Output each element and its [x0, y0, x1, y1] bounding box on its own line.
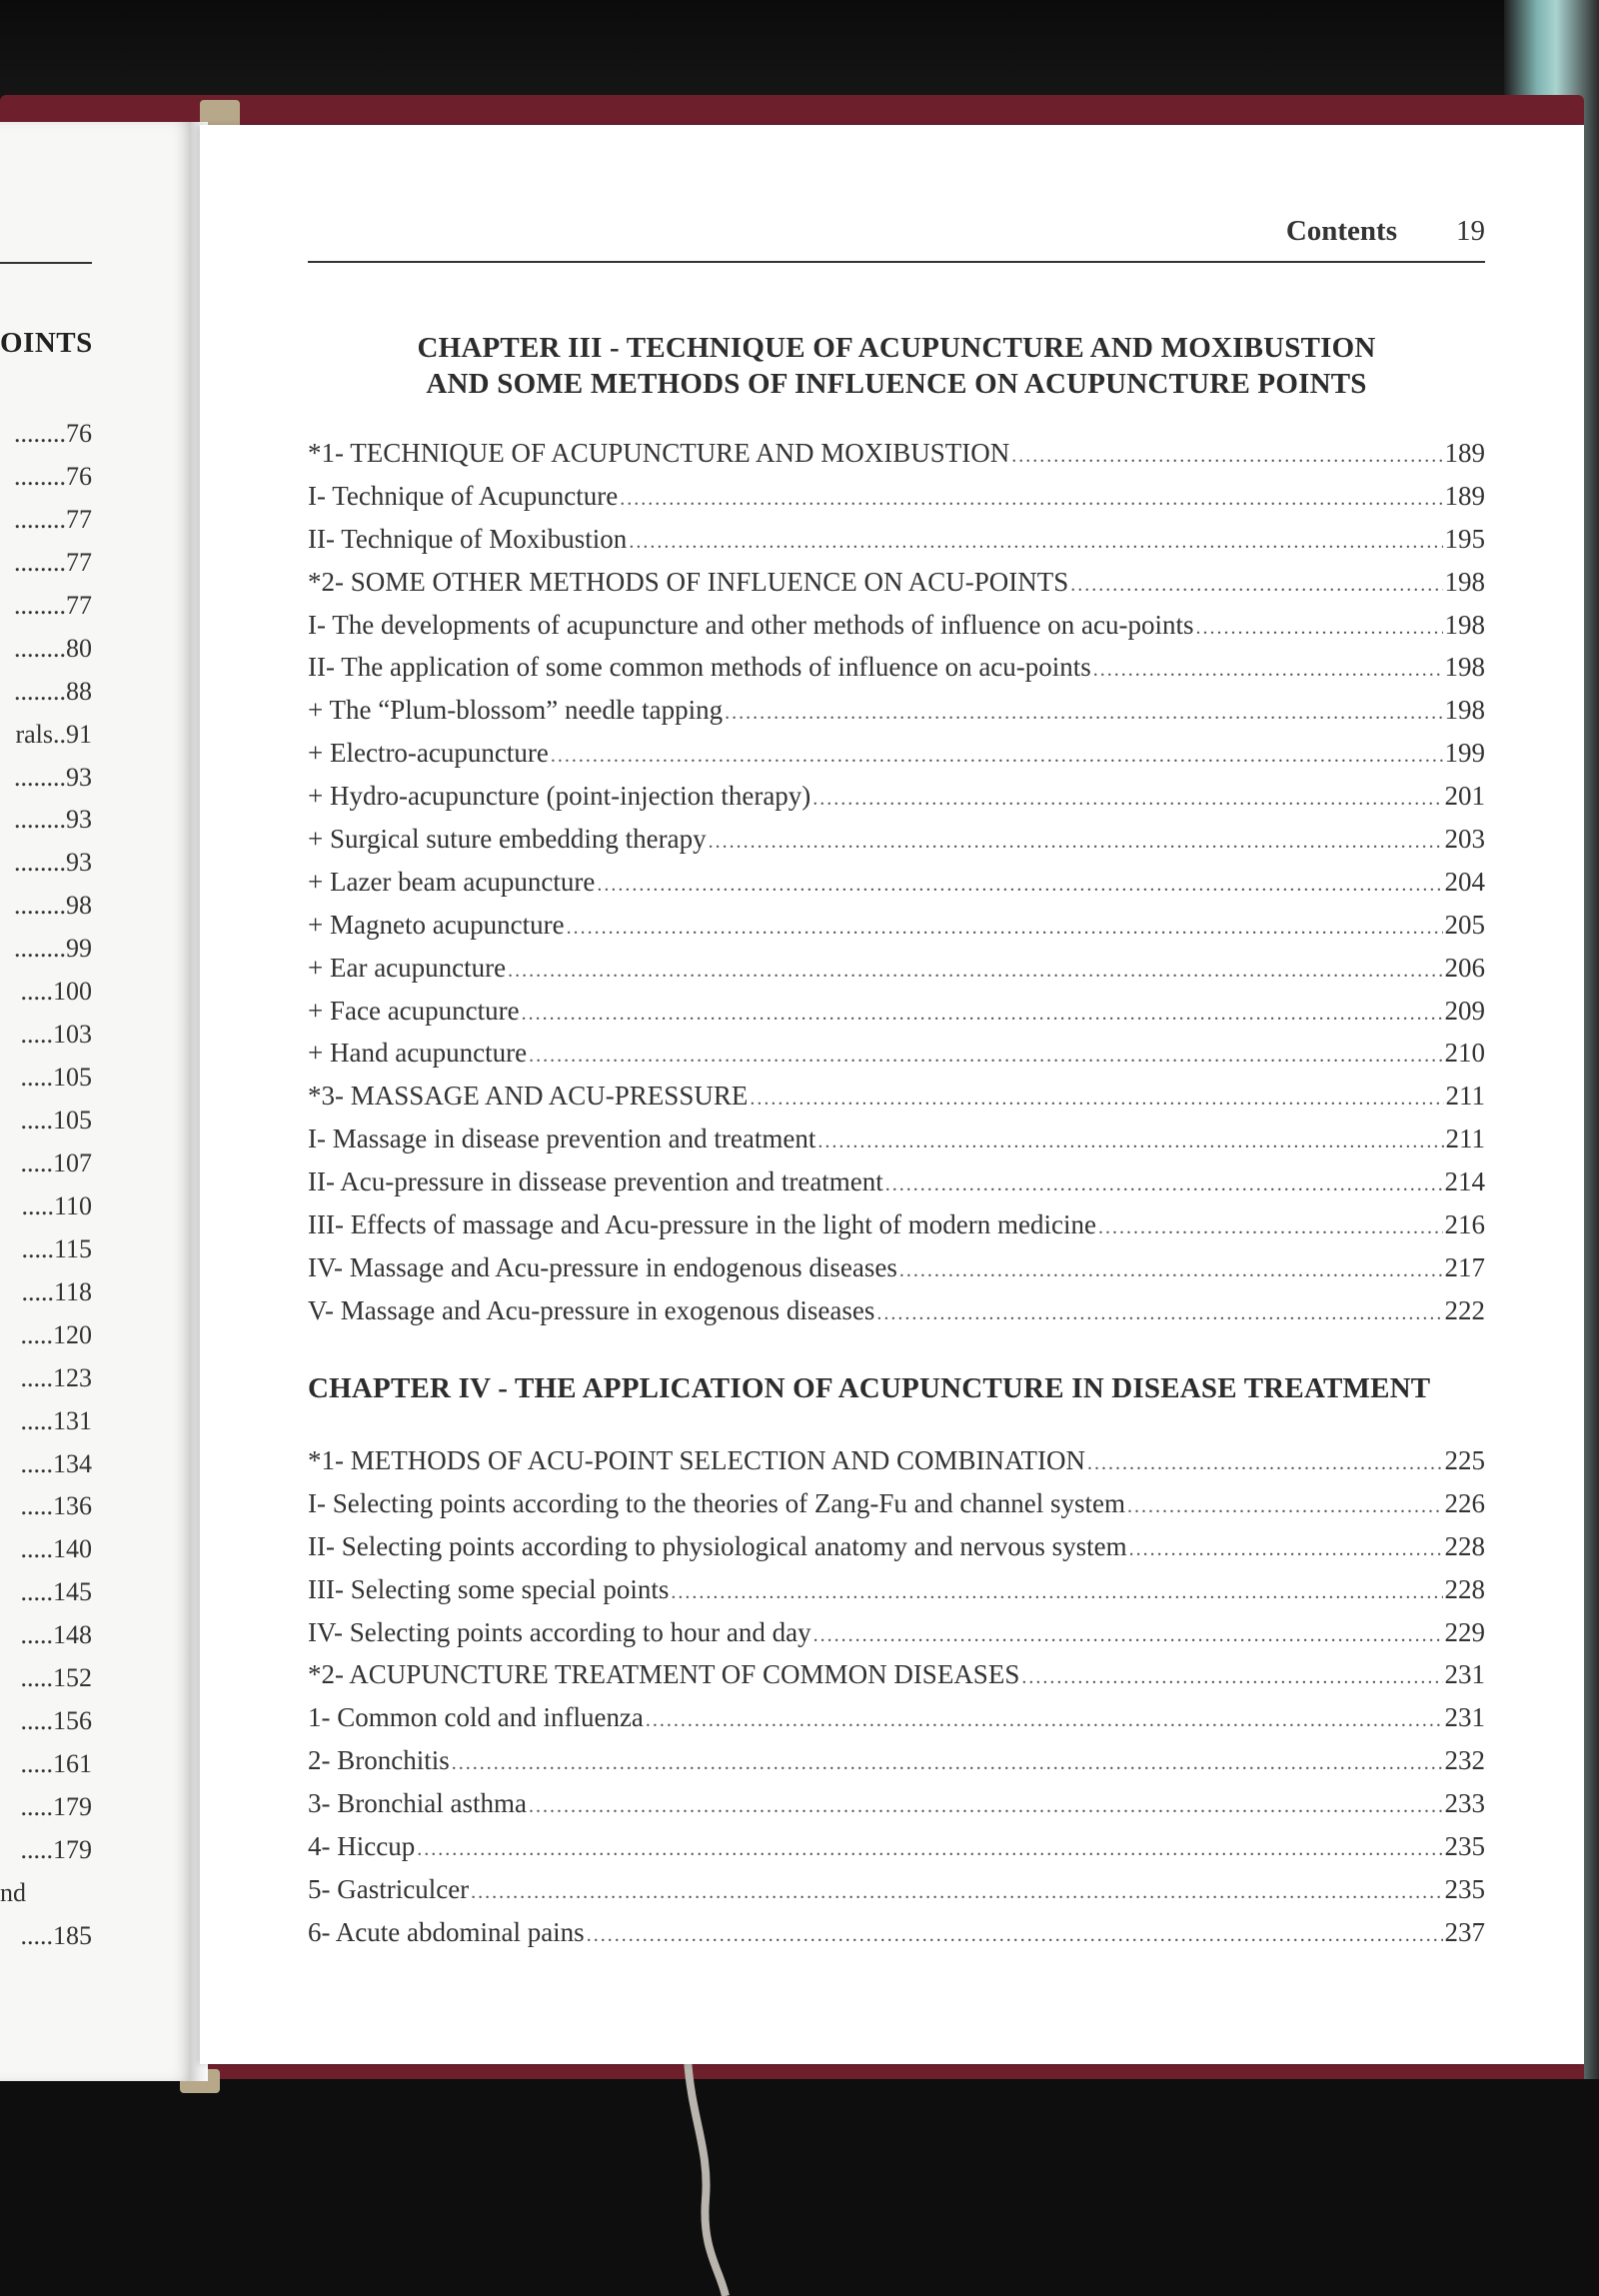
toc-entry-label: I- The developments of acupuncture and other methods of influence on acu-points — [308, 609, 1194, 640]
toc-leader-dots — [1129, 1528, 1443, 1571]
toc-entry-label: *2- SOME OTHER METHODS OF INFLUENCE ON ACU-POINTS — [308, 566, 1069, 597]
toc-entry — [308, 561, 1485, 604]
toc-entry-label: + The “Plum-blossom” needle tapping — [308, 695, 724, 726]
chapter3-toc — [308, 432, 1485, 1332]
left-page-entry-fragment: ........76 — [14, 461, 92, 491]
toc-entry-label: IV- Massage and Acu-pressure in endogenous diseases — [308, 1251, 897, 1282]
toc-entry-label: III- Selecting some special points — [308, 1573, 670, 1604]
toc-entry-label: I- Massage in disease prevention and treatment — [308, 1124, 816, 1154]
toc-entry-page: 233 — [1444, 1788, 1485, 1819]
toc-leader-dots — [671, 1571, 1442, 1614]
toc-entry-page: 198 — [1444, 652, 1485, 683]
toc-entry-label: *1- METHODS OF ACU-POINT SELECTION AND COMBINATION — [308, 1445, 1086, 1475]
toc-entry-label: + Surgical suture embedding therapy — [308, 824, 707, 855]
toc-entry-page: 231 — [1444, 1659, 1485, 1690]
toc-entry-page: 235 — [1444, 1873, 1485, 1904]
toc-entry-page: 237 — [1444, 1916, 1485, 1947]
toc-leader-dots — [709, 821, 1443, 864]
toc-entry-page: 189 — [1444, 480, 1485, 511]
left-page-entry-fragment: ........77 — [14, 590, 92, 620]
toc-entry-label: + Ear acupuncture — [308, 952, 507, 983]
toc-entry — [308, 475, 1485, 518]
toc-entry — [308, 904, 1485, 947]
toc-leader-dots — [417, 1828, 1442, 1871]
left-page-entry-fragment: nd — [0, 1877, 26, 1907]
toc-entry-page: 229 — [1444, 1616, 1485, 1647]
toc-leader-dots — [817, 1121, 1443, 1163]
toc-entry-label: *2- ACUPUNCTURE TREATMENT OF COMMON DISEASES — [308, 1659, 1020, 1690]
left-page-rule — [0, 262, 92, 264]
left-page — [0, 122, 195, 2081]
left-page-entry-fragment: .....131 — [20, 1405, 92, 1435]
left-page-entry-fragment: .....100 — [20, 977, 92, 1007]
toc-entry-page: 199 — [1444, 738, 1485, 769]
left-page-entry-fragment: .....123 — [20, 1362, 92, 1392]
left-page-entry-fragment: .....134 — [20, 1448, 92, 1478]
toc-leader-dots — [1087, 1442, 1442, 1485]
left-page-entry-fragment: .....118 — [21, 1276, 92, 1306]
toc-entry — [308, 432, 1485, 475]
toc-entry — [308, 1203, 1485, 1246]
chapter3-title-line1: CHAPTER III - TECHNIQUE OF ACUPUNCTURE AND MOXIBUSTION — [417, 332, 1376, 364]
toc-entry-label: + Hand acupuncture — [308, 1038, 528, 1069]
left-page-entry-fragment: .....156 — [20, 1706, 92, 1736]
toc-entry-label: *1- TECHNIQUE OF ACUPUNCTURE AND MOXIBUSTION — [308, 438, 1010, 468]
left-page-entry-fragment: ........77 — [14, 504, 92, 534]
toc-entry-page: 217 — [1444, 1251, 1485, 1282]
toc-entry — [308, 775, 1485, 818]
toc-leader-dots — [1093, 649, 1443, 692]
toc-entry — [308, 1911, 1485, 1954]
toc-entry-label: 4- Hiccup — [308, 1831, 416, 1862]
toc-entry-page: 211 — [1445, 1081, 1485, 1112]
left-page-entry-fragment: rals..91 — [15, 719, 92, 749]
toc-entry-page: 203 — [1444, 824, 1485, 855]
toc-entry — [308, 1439, 1485, 1482]
toc-leader-dots — [529, 1785, 1443, 1828]
chapter3-title-line2: AND SOME METHODS OF INFLUENCE ON ACUPUNCTURE POINTS — [426, 368, 1367, 400]
toc-entry-page: 211 — [1445, 1124, 1485, 1154]
toc-entry — [308, 1739, 1485, 1782]
toc-entry-label: + Magneto acupuncture — [308, 909, 565, 940]
bookmark-ribbon — [680, 2059, 740, 2296]
left-page-entry-fragment: .....105 — [20, 1063, 92, 1093]
toc-entry — [308, 1032, 1485, 1075]
toc-entry-page: 198 — [1444, 566, 1485, 597]
toc-entry — [308, 1825, 1485, 1868]
toc-entry — [308, 1246, 1485, 1289]
left-page-entry-fragment: ........80 — [14, 633, 92, 663]
left-page-entry-fragment: ........88 — [14, 676, 92, 706]
toc-entry-page: 209 — [1444, 995, 1485, 1026]
toc-leader-dots — [750, 1078, 1443, 1121]
toc-entry-page: 228 — [1444, 1573, 1485, 1604]
toc-entry-page: 232 — [1444, 1745, 1485, 1776]
toc-leader-dots — [1070, 564, 1442, 607]
toc-entry-page: 228 — [1444, 1530, 1485, 1561]
toc-entry-page: 189 — [1444, 438, 1485, 468]
toc-entry — [308, 1611, 1485, 1654]
left-page-entry-fragment: .....161 — [20, 1749, 92, 1779]
chapter4-title: CHAPTER IV - THE APPLICATION OF ACUPUNCTURE IN DISEASE TREATMENT — [308, 1372, 1431, 1404]
toc-entry-label: II- The application of some common methods of influence on acu-points — [308, 652, 1091, 683]
toc-entry-label: 5- Gastriculcer — [308, 1873, 470, 1904]
left-page-entry-fragment: ........99 — [14, 934, 92, 964]
toc-entry-page: 195 — [1444, 523, 1485, 554]
toc-entry-label: II- Selecting points according to physiological anatomy and nervous system — [308, 1530, 1127, 1561]
toc-entry — [308, 1653, 1485, 1696]
chapter4-toc — [308, 1439, 1485, 1954]
toc-entry — [308, 1482, 1485, 1525]
toc-leader-dots — [522, 993, 1443, 1036]
toc-leader-dots — [620, 478, 1442, 521]
toc-entry — [308, 1118, 1485, 1160]
left-page-entry-fragment: .....136 — [20, 1491, 92, 1521]
toc-leader-dots — [812, 778, 1442, 821]
toc-entry-label: III- Effects of massage and Acu-pressure in the light of modern medicine — [308, 1209, 1096, 1240]
toc-entry-page: 231 — [1444, 1702, 1485, 1733]
left-page-entry-fragment: .....140 — [20, 1534, 92, 1564]
toc-entry — [308, 1782, 1485, 1825]
header-title: Contents — [1285, 215, 1397, 247]
toc-leader-dots — [1011, 435, 1442, 478]
toc-entry-label: + Electro-acupuncture — [308, 738, 549, 769]
left-page-entry-fragment: .....145 — [20, 1577, 92, 1607]
toc-leader-dots — [1021, 1656, 1442, 1699]
toc-entry-page: 204 — [1444, 866, 1485, 897]
toc-entry-page: 210 — [1444, 1038, 1485, 1069]
toc-leader-dots — [725, 692, 1442, 735]
left-page-entry-fragment: ........93 — [14, 805, 92, 835]
background-bottom — [0, 2079, 1599, 2296]
toc-leader-dots — [813, 1614, 1443, 1657]
toc-entry-label: 1- Common cold and influenza — [308, 1702, 644, 1733]
toc-entry — [308, 1696, 1485, 1739]
toc-leader-dots — [551, 735, 1443, 778]
toc-entry — [308, 1075, 1485, 1118]
toc-entry-page: 235 — [1444, 1831, 1485, 1862]
toc-entry-page: 206 — [1444, 952, 1485, 983]
toc-entry-label: 2- Bronchitis — [308, 1745, 450, 1776]
toc-entry — [308, 1868, 1485, 1911]
toc-leader-dots — [899, 1249, 1443, 1292]
toc-entry-label: *3- MASSAGE AND ACU-PRESSURE — [308, 1081, 749, 1112]
toc-entry — [308, 1289, 1485, 1332]
left-page-heading: OINTS — [0, 327, 93, 359]
toc-entry-page: 216 — [1444, 1209, 1485, 1240]
toc-entry-label: I- Selecting points according to the theories of Zang-Fu and channel system — [308, 1487, 1126, 1518]
toc-entry-page: 222 — [1444, 1294, 1485, 1325]
toc-leader-dots — [876, 1292, 1442, 1335]
toc-entry — [308, 604, 1485, 647]
toc-entry-page: 214 — [1444, 1166, 1485, 1197]
toc-leader-dots — [1127, 1485, 1442, 1528]
left-page-list — [0, 413, 92, 1958]
toc-entry — [308, 689, 1485, 732]
toc-leader-dots — [471, 1871, 1442, 1914]
toc-leader-dots — [1195, 607, 1442, 650]
toc-entry-label: 3- Bronchial asthma — [308, 1788, 527, 1819]
header-page-number: 19 — [1456, 215, 1485, 247]
toc-entry-label: + Face acupuncture — [308, 995, 520, 1026]
toc-leader-dots — [508, 950, 1442, 993]
left-page-entry-fragment: .....152 — [20, 1663, 92, 1693]
toc-entry-label: 6- Acute abdominal pains — [308, 1916, 585, 1947]
toc-leader-dots — [567, 907, 1443, 950]
left-page-entry-fragment: .....185 — [20, 1920, 92, 1950]
toc-entry-label: + Lazer beam acupuncture — [308, 866, 596, 897]
left-page-entry-fragment: ........77 — [14, 547, 92, 577]
toc-entry — [308, 990, 1485, 1033]
left-page-entry-fragment: .....115 — [21, 1233, 92, 1263]
toc-leader-dots — [1098, 1206, 1443, 1249]
toc-entry-page: 198 — [1444, 609, 1485, 640]
toc-entry-label: IV- Selecting points according to hour and day — [308, 1616, 811, 1647]
toc-entry — [308, 861, 1485, 904]
toc-entry-page: 225 — [1444, 1445, 1485, 1475]
left-page-entry-fragment: .....105 — [20, 1106, 92, 1135]
left-page-entry-fragment: ........98 — [14, 891, 92, 921]
toc-entry-label: + Hydro-acupuncture (point-injection therapy) — [308, 781, 811, 812]
toc-entry — [308, 732, 1485, 775]
toc-entry-page: 198 — [1444, 695, 1485, 726]
toc-entry-page: 205 — [1444, 909, 1485, 940]
header-rule — [308, 261, 1485, 263]
toc-entry-page: 201 — [1444, 781, 1485, 812]
toc-leader-dots — [646, 1699, 1443, 1742]
left-page-entry-fragment: .....148 — [20, 1620, 92, 1650]
toc-leader-dots — [529, 1035, 1442, 1078]
left-page-entry-fragment: .....103 — [20, 1020, 92, 1050]
page-header — [308, 215, 1485, 263]
toc-leader-dots — [587, 1914, 1443, 1957]
toc-entry — [308, 818, 1485, 861]
left-page-entry-fragment: ........93 — [14, 762, 92, 792]
toc-entry-label: V- Massage and Acu-pressure in exogenous diseases — [308, 1294, 875, 1325]
left-page-entry-fragment: ........76 — [14, 419, 92, 448]
left-page-entry-fragment: .....110 — [21, 1190, 92, 1220]
toc-leader-dots — [452, 1742, 1443, 1785]
left-page-entry-fragment: .....107 — [20, 1148, 92, 1177]
toc-entry — [308, 646, 1485, 689]
toc-leader-dots — [885, 1163, 1443, 1206]
toc-entry-label: I- Technique of Acupuncture — [308, 480, 619, 511]
toc-entry-label: II- Technique of Moxibustion — [308, 523, 628, 554]
toc-entry — [308, 947, 1485, 990]
toc-entry — [308, 1525, 1485, 1568]
left-page-entry-fragment: .....120 — [20, 1319, 92, 1349]
left-page-entry-fragment: ........93 — [14, 848, 92, 878]
toc-entry — [308, 518, 1485, 561]
toc-leader-dots — [597, 864, 1442, 907]
toc-entry-label: II- Acu-pressure in dissease prevention and treatment — [308, 1166, 883, 1197]
toc-leader-dots — [629, 521, 1442, 564]
toc-entry — [308, 1568, 1485, 1611]
left-page-entry-fragment: .....179 — [20, 1792, 92, 1821]
toc-entry — [308, 1160, 1485, 1203]
toc-entry-page: 226 — [1444, 1487, 1485, 1518]
left-page-entry-fragment: .....179 — [20, 1834, 92, 1864]
